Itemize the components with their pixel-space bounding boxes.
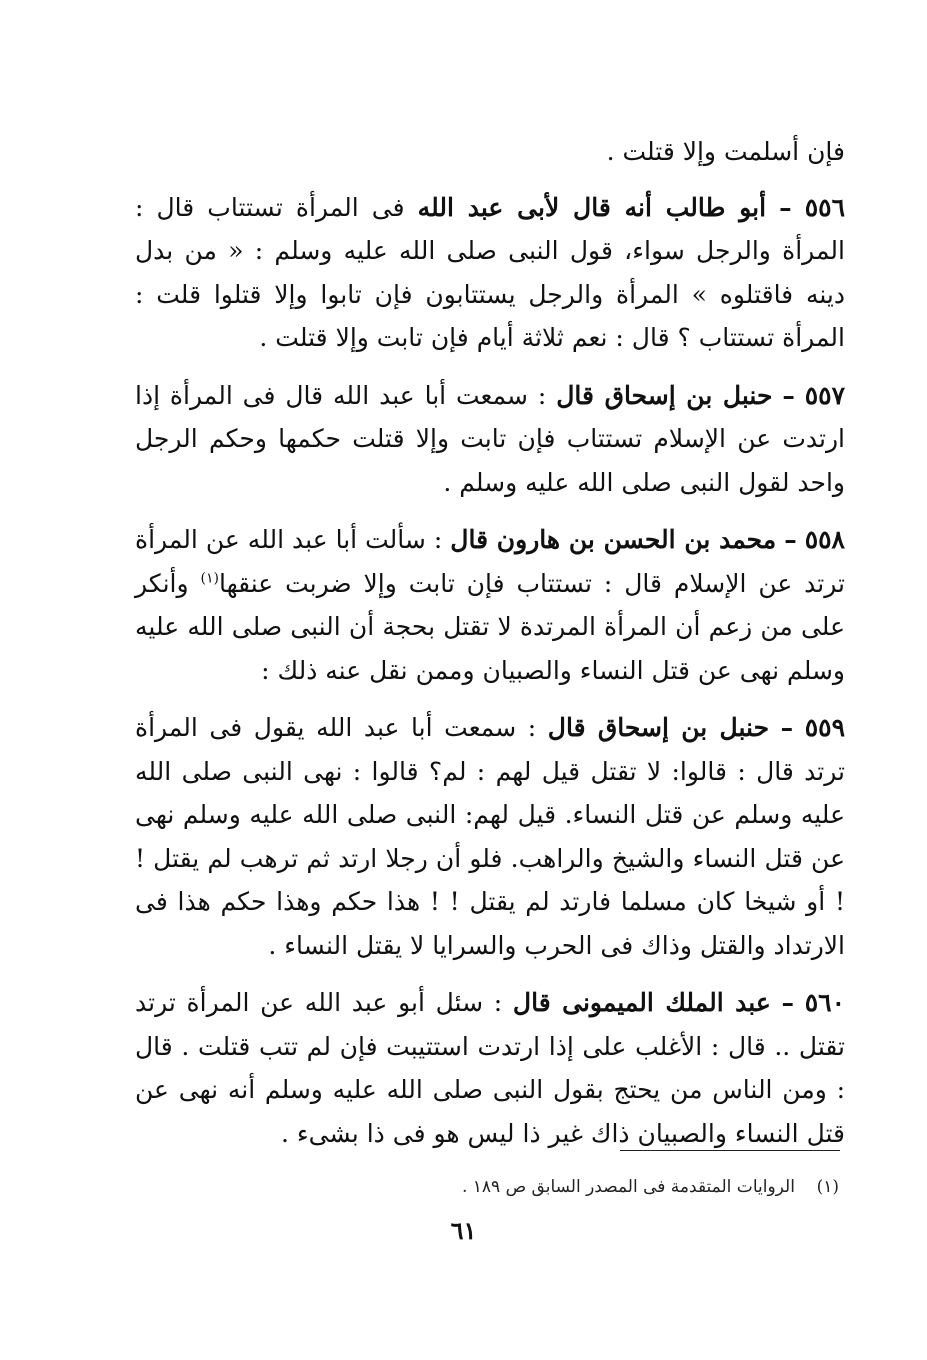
paragraph-text: : سئل أبو عبد الله عن المرأة ترتد تقتل .. قال : الأغلب على إذا ارتدت استتيبت فإن لم تتب قتلت . قال : ومن الناس من يحتج بقول النبى صلى الله عليه وسلم أنه نهى عن قتل النساء والصبيان ذاك غير ذا ليس هو فى ذا بشىء .: [135, 988, 845, 1148]
narrator-name: محمد بن الحسن بن هارون قال: [450, 525, 777, 554]
main-text: [135, 130, 845, 1169]
paragraph-557: [135, 374, 845, 505]
footnote-divider: [620, 1150, 840, 1151]
paragraph-number: ٥٦٠: [804, 988, 846, 1017]
paragraph-text: : سألت أبا عبد الله عن المرأة ترتد عن الإسلام قال : تستتاب فإن تابت وإلا ضربت عنقها: [135, 525, 845, 598]
footnote-text: الروايات المتقدمة فى المصدر السابق ص ١٨٩ .: [461, 1177, 795, 1197]
dash: –: [782, 380, 795, 410]
narrator-name: عبد الملك الميمونى قال: [512, 988, 771, 1017]
dash: –: [779, 192, 792, 222]
paragraph-559: [135, 706, 845, 967]
paragraph-text: : سمعت أبا عبد الله قال فى المرأة إذا ارتدت عن الإسلام تستتاب فإن تابت وإلا قتلت حكمها وحكم الرجل واحد لقول النبى صلى الله عليه وسلم .: [135, 380, 845, 497]
continuation-line: فإن أسلمت وإلا قتلت .: [606, 137, 845, 166]
paragraph-558: [135, 518, 845, 692]
narrator-name: أبو طالب أنه قال لأبى عبد الله: [417, 192, 767, 222]
paragraph-556: [135, 186, 845, 360]
narrator-name: حنبل بن إسحاق قال: [556, 380, 773, 410]
footnote-reference: (١): [200, 570, 219, 587]
paragraph-text: فى المرأة تستتاب قال : المرأة والرجل سواء، قول النبى صلى الله عليه وسلم : « من بدل دينه فاقتلوه » المرأة والرجل يستتابون فإن تابوا وإلا قتلوا قلت : المرأة تستتاب ؟ قال : نعم ثلاثة أيام فإن تابت وإلا قتلت .: [135, 192, 845, 352]
paragraph-number: ٥٥٩: [804, 713, 846, 742]
paragraph-number: ٥٥٨: [804, 525, 845, 554]
paragraph-number: ٥٥٦: [804, 192, 846, 222]
footnote: [339, 1175, 839, 1199]
dash: –: [780, 713, 794, 742]
paragraph-text: : سمعت أبا عبد الله يقول فى المرأة ترتد قال : قالوا: لا تقتل قيل لهم : لم؟ قالوا : نهى النبى صلى الله عليه وسلم عن قتل النساء. قيل لهم: النبى صلى الله عليه وسلم نهى عن قتل النساء والشيخ والراهب. فلو أن رجلا ارتد ثم ترهب لم يقتل ! ! أو شيخا كان مسلما فارتد لم يقتل ! ! هذا حكم وهذا حكم هذا فى الارتداد والقتل وذاك فى الحرب والسرايا لا يقتل النساء .: [135, 713, 845, 960]
page-number: ٦١: [450, 1216, 477, 1245]
footnote-marker: (١): [816, 1177, 839, 1197]
paragraph-560: [135, 981, 845, 1155]
dash: –: [781, 988, 794, 1017]
dash: –: [784, 525, 797, 554]
paragraph-text-continued: وأنكر على من زعم أن المرأة المرتدة لا تقتل بحجة أن النبى صلى الله عليه وسلم نهى عن قتل النساء والصبيان وممن نقل عنه ذلك :: [135, 568, 846, 685]
paragraph-number: ٥٥٧: [804, 380, 846, 410]
narrator-name: حنبل بن إسحاق قال: [547, 713, 770, 742]
